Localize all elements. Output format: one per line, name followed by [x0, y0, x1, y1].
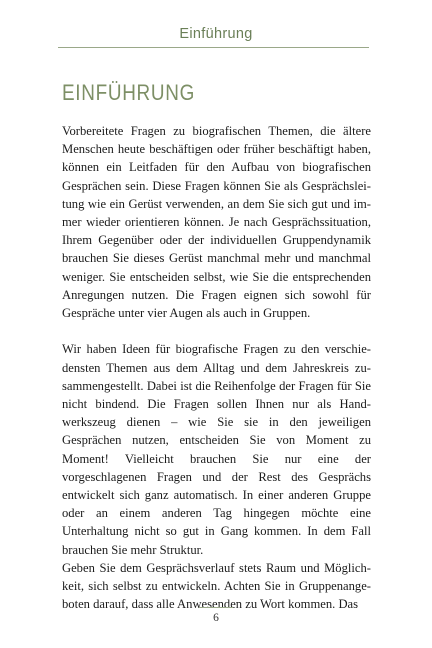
footer-divider [199, 607, 233, 608]
paragraph-conversation: Geben Sie dem Gesprächsverlauf stets Raum und Möglichkeit, sich selbst zu entwickeln. Achten Sie in Gruppenangeboten darauf, dass alle Anwesenden zu Wort kommen. Das [62, 560, 371, 612]
running-header: Einführung [179, 26, 253, 42]
chapter-title: EINFÜHRUNG [62, 80, 196, 105]
paragraph-intro: Vorbereitete Fragen zu biografischen Themen, die ältere Menschen heute beschäftigen oder früher beschäftigt haben, können ein Leitfaden für den Aufbau von biografischen Gesprächen sein. Diese Fragen können Sie als Gesprächsleitung wie ein Gerüst verwenden, an dem Sie sich gut und immer wieder orientieren können. Je nach Gesprächssituation, Ihrem Gegenüber oder der individuellen Gruppendynamik brauchen Sie dieses Gerüst manchmal mehr und manchmal weniger. Sie entscheiden selbst, wie Sie die entsprechenden Anregungen nutzen. Die Fragen eignen sich sowohl für Gespräche unter vier Augen als auch in Gruppen. [62, 124, 371, 321]
body-text [62, 122, 371, 613]
page-number: 6 [213, 612, 219, 624]
paragraph-ideas: Wir haben Ideen für biografische Fragen zu den verschiedensten Themen aus dem Alltag und dem Jahreskreis zusammengestellt. Dabei ist die Reihenfolge der Fragen für Sie nicht bindend. Die Fragen sollen Ihnen nur als Handwerkszeug dienen – wie Sie sie in den jeweiligen Gesprächen nutzen, entscheiden Sie von Moment zu Moment! Vielleicht brauchen Sie nur eine der vorgeschlagenen Fragen und der Rest des Gesprächs entwickelt sich ganz automatisch. In einer anderen Gruppe oder an einem anderen Tag hingegen möchte eine Unterhaltung nicht so gut in Gang kommen. In dem Fall brauchen Sie mehr Struktur. [62, 342, 371, 557]
header-divider [58, 47, 369, 48]
